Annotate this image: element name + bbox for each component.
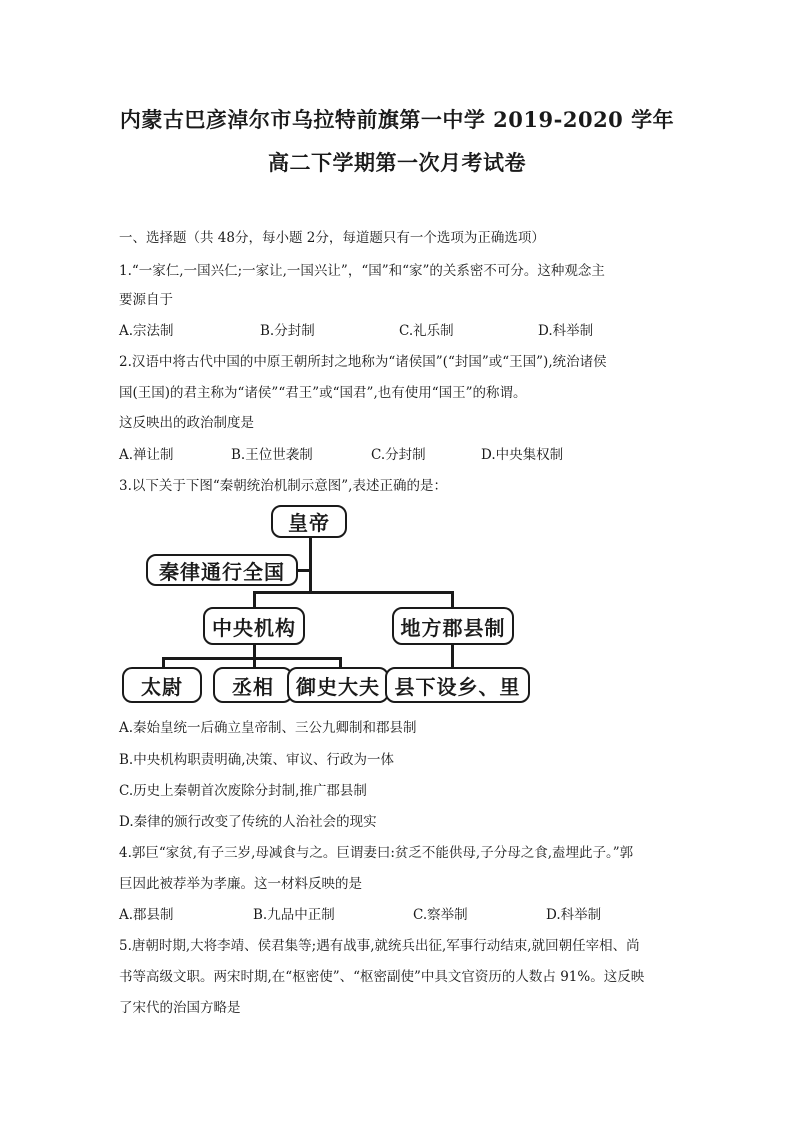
q5-line3: 了宋代的治国方略是 [119, 1000, 241, 1016]
q4-option-b: B.九品中正制 [253, 907, 335, 923]
box-qin-law: 秦律通行全国 [146, 554, 298, 586]
box-chengxiang: 丞相 [213, 667, 293, 703]
q1-line1: 1.“一家仁,一国兴仁;一家让,一国兴让”，“国”和“家”的关系密不可分。这种观念主 [119, 263, 605, 279]
box-county-townships: 县下设乡、里 [385, 667, 530, 703]
connector-officials [162, 657, 341, 660]
q3-option-b: B.中央机构职责明确,决策、审议、行政为一体 [119, 752, 395, 768]
connector-central-up [253, 591, 256, 607]
connector-yushi [339, 657, 342, 667]
exam-title-line2: 高二下学期第一次月考试卷 [268, 150, 526, 175]
q4-line1: 4.郭巨“家贫,有子三岁,母减食与之。巨谓妻曰:贫乏不能供母,子分母之食,盍埋此子。”郭 [119, 845, 634, 861]
q4-line2: 巨因此被荐举为孝廉。这一材料反映的是 [119, 876, 362, 892]
q1-option-b: B.分封制 [260, 323, 315, 339]
q4-option-a: A.郡县制 [119, 907, 174, 923]
q2-option-c: C.分封制 [371, 447, 426, 463]
q3-line1: 3.以下关于下图“秦朝统治机制示意图”,表述正确的是： [119, 478, 447, 494]
q1-option-a: A.宗法制 [119, 323, 174, 339]
q5-line2: 书等高级文职。两宋时期,在“枢密使”、“枢密副使”中具文官资历的人数占 91%。这反映 [119, 969, 645, 985]
q1-option-d: D.科举制 [538, 323, 594, 339]
q3-option-d: D.秦律的颁行改变了传统的人治社会的现实 [119, 814, 377, 830]
connector-branch [253, 591, 452, 594]
q2-option-b: B.王位世袭制 [231, 447, 313, 463]
q4-option-c: C.察举制 [413, 907, 468, 923]
q5-line1: 5.唐朝时期,大将李靖、侯君集等;遇有战事,就统兵出征,军事行动结束,就回朝任宰相、尚 [119, 938, 640, 954]
q3-option-c: C.历史上秦朝首次废除分封制,推广郡县制 [119, 783, 367, 799]
box-taiwei: 太尉 [122, 667, 202, 703]
q2-line3: 这反映出的政治制度是 [119, 415, 254, 431]
q3-option-a: A.秦始皇统一后确立皇帝制、三公九卿制和郡县制 [119, 720, 417, 736]
q2-option-a: A.禅让制 [119, 447, 174, 463]
box-emperor: 皇帝 [271, 505, 347, 538]
q4-option-d: D.科举制 [546, 907, 602, 923]
connector-central-down [253, 643, 256, 658]
q2-line1: 2.汉语中将古代中国的中原王朝所封之地称为“诸侯国”(“封国”或“王国”),统治诸侯 [119, 354, 607, 370]
box-local-county-system: 地方郡县制 [392, 607, 514, 645]
connector-chengxiang [253, 657, 256, 667]
connector-emperor-down [309, 536, 312, 592]
connector-local-down [451, 643, 454, 667]
q2-option-d: D.中央集权制 [481, 447, 564, 463]
exam-title-line1: 内蒙古巴彦淖尔市乌拉特前旗第一中学 2019-2020 学年 [119, 107, 675, 132]
section-heading: 一、选择题（共 48分，每小题 2分，每道题只有一个选项为正确选项） [119, 230, 545, 246]
q2-line2: 国(王国)的君主称为“诸侯”“君王”或“国君”,也有使用“国王”的称谓。 [119, 385, 527, 401]
q1-option-c: C.礼乐制 [399, 323, 454, 339]
connector-local-up [451, 591, 454, 607]
box-central-institutions: 中央机构 [203, 607, 305, 645]
q1-line2: 要源自于 [119, 292, 173, 308]
connector-taiwei [162, 657, 165, 667]
box-yushi-dafu: 御史大夫 [287, 667, 389, 703]
